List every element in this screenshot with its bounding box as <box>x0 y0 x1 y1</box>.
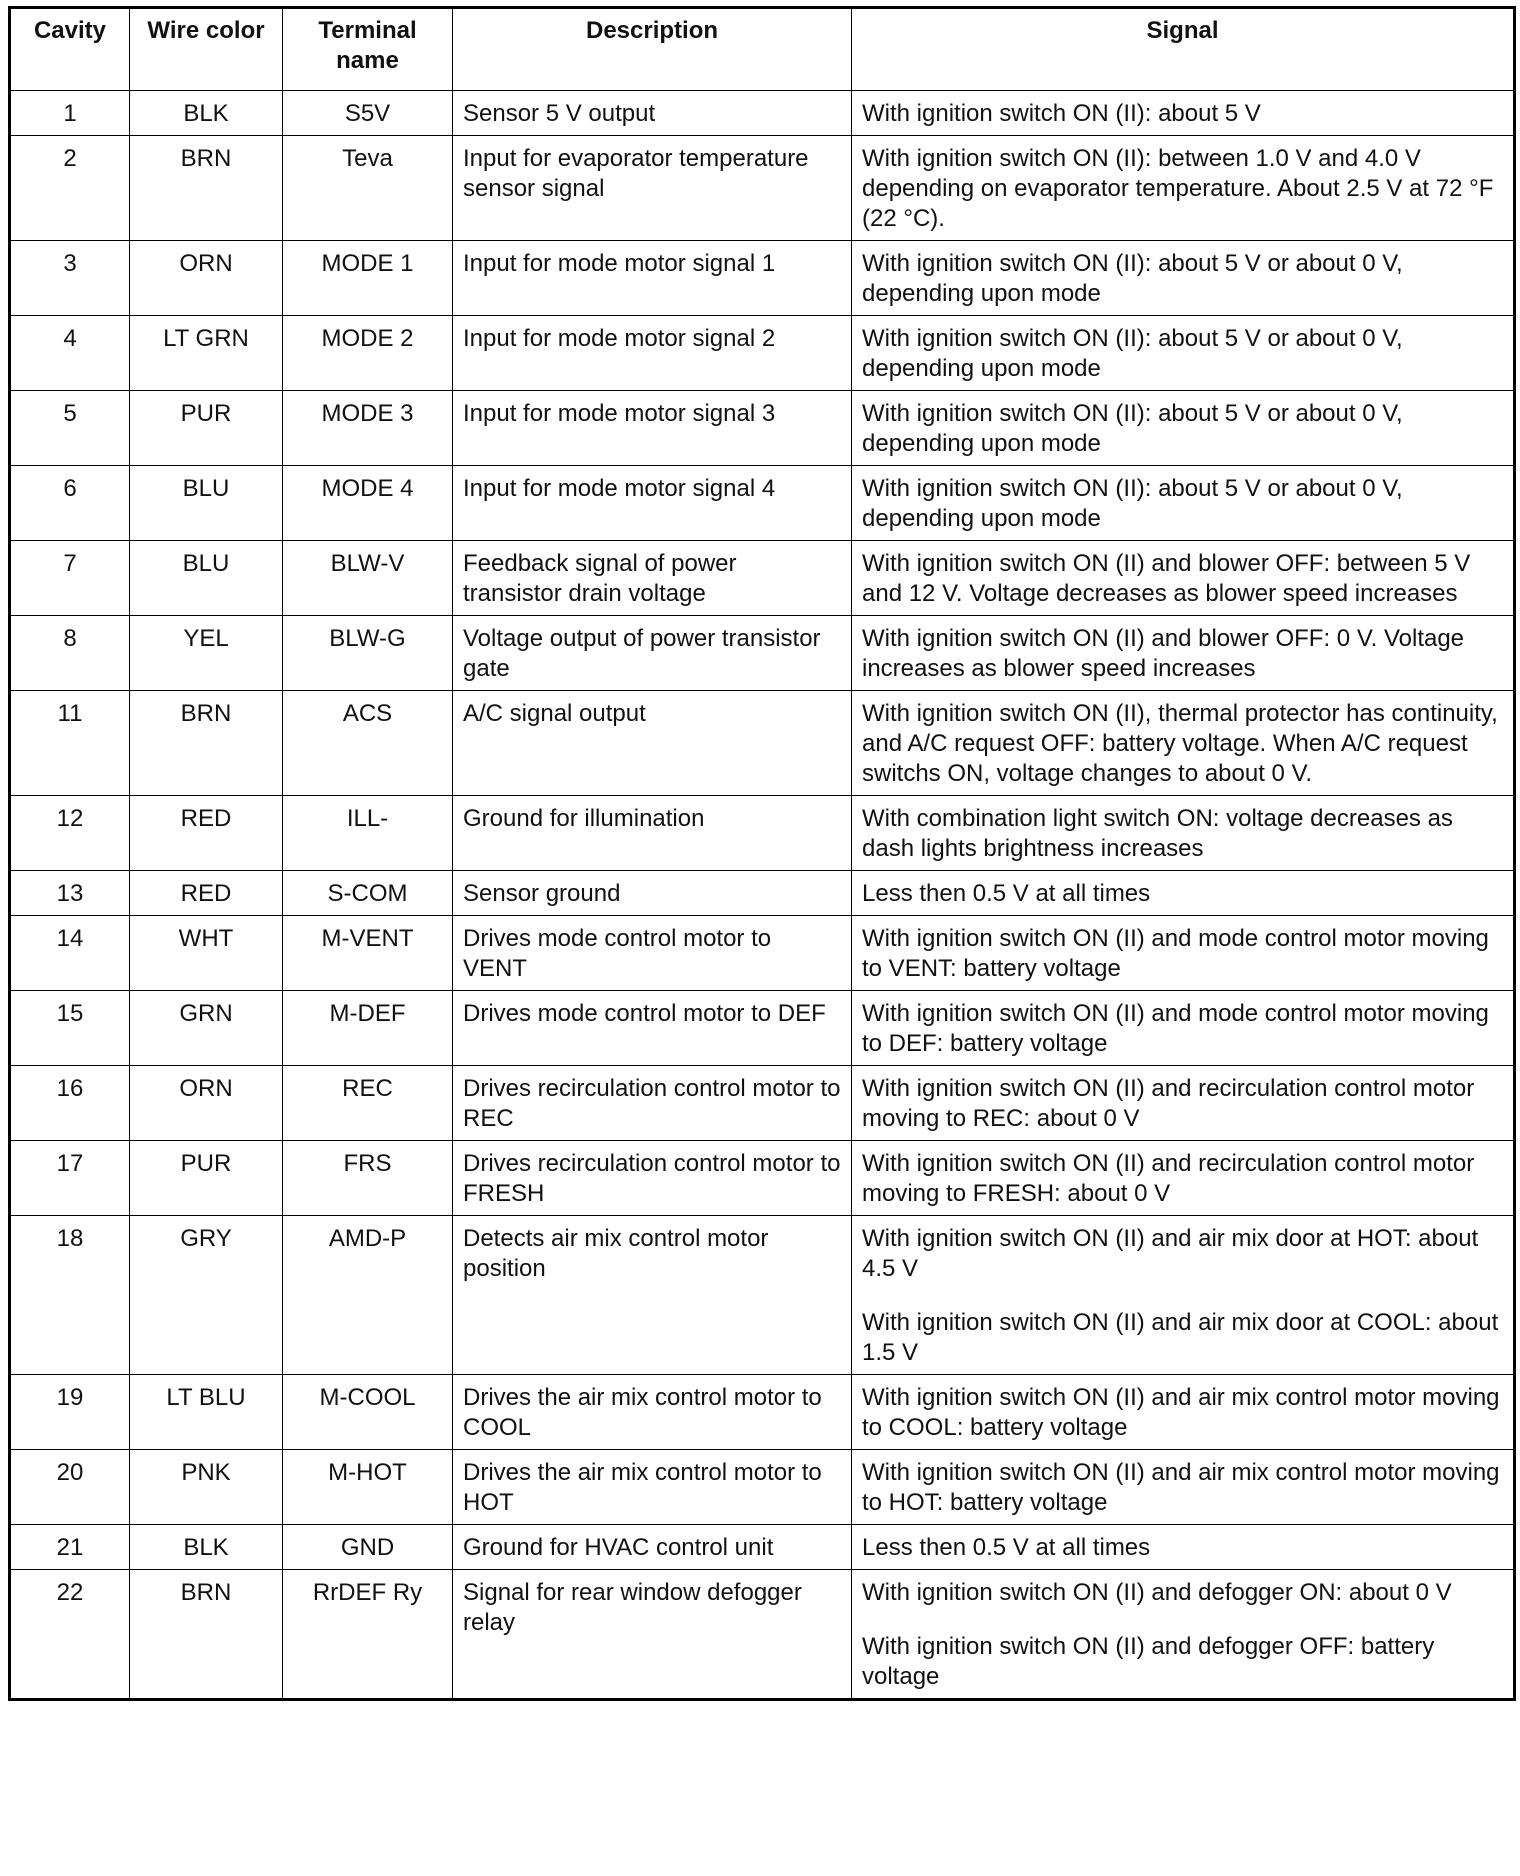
cell-wire-color: PUR <box>130 391 283 466</box>
signal-line: With ignition switch ON (II): about 5 V or about 0 V, depending upon mode <box>862 400 1403 457</box>
cell-description: Input for evaporator temperature sensor signal <box>453 136 852 241</box>
table-header-row <box>10 8 1515 91</box>
cell-wire-color: GRY <box>130 1216 283 1375</box>
cell-terminal-name: S-COM <box>283 871 453 916</box>
cell-wire-color: BLU <box>130 466 283 541</box>
cell-signal <box>852 1450 1515 1525</box>
cell-description: Input for mode motor signal 2 <box>453 316 852 391</box>
cell-signal <box>852 1066 1515 1141</box>
cell-wire-color: RED <box>130 796 283 871</box>
cell-cavity: 3 <box>10 241 130 316</box>
cell-cavity: 2 <box>10 136 130 241</box>
table-row <box>10 241 1515 316</box>
signal-line: With ignition switch ON (II): about 5 V <box>862 100 1261 127</box>
cell-description: Drives mode control motor to DEF <box>453 991 852 1066</box>
cell-terminal-name: M-HOT <box>283 1450 453 1525</box>
cell-wire-color: WHT <box>130 916 283 991</box>
signal-line: With ignition switch ON (II) and defogger OFF: battery voltage <box>862 1633 1435 1690</box>
signal-line: Less then 0.5 V at all times <box>862 880 1151 907</box>
cell-terminal-name: BLW-V <box>283 541 453 616</box>
cell-description: Drives mode control motor to VENT <box>453 916 852 991</box>
cell-wire-color: ORN <box>130 1066 283 1141</box>
cell-wire-color: LT GRN <box>130 316 283 391</box>
cell-signal <box>852 916 1515 991</box>
table-row <box>10 1450 1515 1525</box>
signal-line: With ignition switch ON (II) and blower OFF: between 5 V and 12 V. Voltage decreases as blower speed increases <box>862 550 1471 607</box>
table-row <box>10 1066 1515 1141</box>
table-row <box>10 541 1515 616</box>
cell-signal <box>852 466 1515 541</box>
cell-description: Drives the air mix control motor to COOL <box>453 1375 852 1450</box>
cell-signal <box>852 796 1515 871</box>
cell-terminal-name: Teva <box>283 136 453 241</box>
cell-description: Sensor 5 V output <box>453 91 852 136</box>
cell-terminal-name: FRS <box>283 1141 453 1216</box>
cell-description: Drives recirculation control motor to REC <box>453 1066 852 1141</box>
table-row <box>10 1375 1515 1450</box>
header-description: Description <box>453 8 852 91</box>
cell-cavity: 14 <box>10 916 130 991</box>
cell-description: A/C signal output <box>453 691 852 796</box>
cell-signal <box>852 871 1515 916</box>
table-row <box>10 871 1515 916</box>
signal-line: With ignition switch ON (II) and recirculation control motor moving to REC: about 0 V <box>862 1075 1475 1132</box>
cell-wire-color: GRN <box>130 991 283 1066</box>
cell-signal <box>852 1216 1515 1375</box>
cell-signal <box>852 1375 1515 1450</box>
cell-terminal-name: S5V <box>283 91 453 136</box>
cell-description: Drives the air mix control motor to HOT <box>453 1450 852 1525</box>
cell-terminal-name: ACS <box>283 691 453 796</box>
cell-wire-color: BLK <box>130 1525 283 1570</box>
cell-cavity: 15 <box>10 991 130 1066</box>
table-row <box>10 691 1515 796</box>
cell-terminal-name: M-COOL <box>283 1375 453 1450</box>
cell-signal <box>852 136 1515 241</box>
cell-cavity: 1 <box>10 91 130 136</box>
signal-line: With ignition switch ON (II) and air mix control motor moving to HOT: battery voltage <box>862 1459 1500 1516</box>
cell-cavity: 18 <box>10 1216 130 1375</box>
cell-cavity: 19 <box>10 1375 130 1450</box>
cell-terminal-name: M-VENT <box>283 916 453 991</box>
cell-terminal-name: ILL- <box>283 796 453 871</box>
cell-cavity: 6 <box>10 466 130 541</box>
signal-line: With ignition switch ON (II): about 5 V or about 0 V, depending upon mode <box>862 250 1403 307</box>
cell-signal <box>852 1141 1515 1216</box>
cell-signal <box>852 991 1515 1066</box>
cell-cavity: 5 <box>10 391 130 466</box>
connector-pinout-table <box>8 6 1516 1701</box>
cell-description: Input for mode motor signal 3 <box>453 391 852 466</box>
cell-description: Signal for rear window defogger relay <box>453 1570 852 1700</box>
header-signal: Signal <box>852 8 1515 91</box>
table-row <box>10 91 1515 136</box>
cell-description: Detects air mix control motor position <box>453 1216 852 1375</box>
table-row <box>10 796 1515 871</box>
header-wire-color: Wire color <box>130 8 283 91</box>
table-row <box>10 991 1515 1066</box>
signal-line: With ignition switch ON (II) and air mix door at COOL: about 1.5 V <box>862 1309 1499 1366</box>
signal-line: With ignition switch ON (II) and recirculation control motor moving to FRESH: about 0 V <box>862 1150 1475 1207</box>
signal-line: With ignition switch ON (II): about 5 V or about 0 V, depending upon mode <box>862 325 1403 382</box>
cell-description: Ground for illumination <box>453 796 852 871</box>
cell-signal <box>852 1525 1515 1570</box>
signal-line: With combination light switch ON: voltage decreases as dash lights brightness increases <box>862 805 1453 862</box>
header-cavity: Cavity <box>10 8 130 91</box>
table-row <box>10 1141 1515 1216</box>
table-row <box>10 616 1515 691</box>
cell-signal <box>852 541 1515 616</box>
cell-signal <box>852 391 1515 466</box>
cell-wire-color: BRN <box>130 691 283 796</box>
signal-line: With ignition switch ON (II): between 1.0 V and 4.0 V depending on evaporator temperature. About 2.5 V at 72 °F (22 °C). <box>862 145 1494 232</box>
table-row <box>10 1525 1515 1570</box>
cell-signal <box>852 1570 1515 1700</box>
table-row <box>10 391 1515 466</box>
cell-terminal-name: AMD-P <box>283 1216 453 1375</box>
cell-wire-color: BRN <box>130 136 283 241</box>
signal-line: With ignition switch ON (II) and air mix door at HOT: about 4.5 V <box>862 1225 1479 1282</box>
signal-line: Less then 0.5 V at all times <box>862 1534 1151 1561</box>
cell-signal <box>852 91 1515 136</box>
table-row <box>10 136 1515 241</box>
table-row <box>10 316 1515 391</box>
signal-line: With ignition switch ON (II) and blower OFF: 0 V. Voltage increases as blower speed increases <box>862 625 1465 682</box>
signal-line: With ignition switch ON (II) and mode control motor moving to VENT: battery voltage <box>862 925 1489 982</box>
cell-wire-color: LT BLU <box>130 1375 283 1450</box>
cell-terminal-name: MODE 2 <box>283 316 453 391</box>
cell-terminal-name: GND <box>283 1525 453 1570</box>
cell-terminal-name: RrDEF Ry <box>283 1570 453 1700</box>
cell-signal <box>852 241 1515 316</box>
cell-wire-color: BLK <box>130 91 283 136</box>
cell-wire-color: ORN <box>130 241 283 316</box>
cell-description: Feedback signal of power transistor drain voltage <box>453 541 852 616</box>
cell-wire-color: PUR <box>130 1141 283 1216</box>
cell-description: Drives recirculation control motor to FRESH <box>453 1141 852 1216</box>
signal-line: With ignition switch ON (II): about 5 V or about 0 V, depending upon mode <box>862 475 1403 532</box>
cell-terminal-name: MODE 1 <box>283 241 453 316</box>
cell-wire-color: YEL <box>130 616 283 691</box>
table-row <box>10 1570 1515 1700</box>
cell-cavity: 11 <box>10 691 130 796</box>
cell-cavity: 22 <box>10 1570 130 1700</box>
cell-cavity: 21 <box>10 1525 130 1570</box>
cell-signal <box>852 691 1515 796</box>
cell-terminal-name: BLW-G <box>283 616 453 691</box>
cell-terminal-name: M-DEF <box>283 991 453 1066</box>
cell-signal <box>852 316 1515 391</box>
cell-cavity: 12 <box>10 796 130 871</box>
cell-cavity: 16 <box>10 1066 130 1141</box>
cell-description: Input for mode motor signal 1 <box>453 241 852 316</box>
table-row <box>10 466 1515 541</box>
cell-cavity: 8 <box>10 616 130 691</box>
cell-description: Input for mode motor signal 4 <box>453 466 852 541</box>
cell-description: Sensor ground <box>453 871 852 916</box>
header-terminal-name: Terminal name <box>283 8 453 91</box>
cell-cavity: 17 <box>10 1141 130 1216</box>
cell-wire-color: BRN <box>130 1570 283 1700</box>
cell-cavity: 13 <box>10 871 130 916</box>
cell-cavity: 7 <box>10 541 130 616</box>
cell-cavity: 4 <box>10 316 130 391</box>
table-row <box>10 916 1515 991</box>
cell-terminal-name: REC <box>283 1066 453 1141</box>
cell-terminal-name: MODE 3 <box>283 391 453 466</box>
signal-line: With ignition switch ON (II) and air mix control motor moving to COOL: battery voltage <box>862 1384 1500 1441</box>
cell-description: Voltage output of power transistor gate <box>453 616 852 691</box>
signal-line: With ignition switch ON (II) and defogger ON: about 0 V <box>862 1579 1452 1606</box>
pinout-sheet <box>8 6 1513 1701</box>
signal-line: With ignition switch ON (II), thermal protector has continuity, and A/C request OFF: battery voltage. When A/C request switchs ON, voltage changes to about 0 V. <box>862 700 1498 787</box>
signal-line: With ignition switch ON (II) and mode control motor moving to DEF: battery voltage <box>862 1000 1489 1057</box>
cell-cavity: 20 <box>10 1450 130 1525</box>
cell-terminal-name: MODE 4 <box>283 466 453 541</box>
cell-wire-color: PNK <box>130 1450 283 1525</box>
cell-wire-color: BLU <box>130 541 283 616</box>
table-row <box>10 1216 1515 1375</box>
table-body <box>10 91 1515 1700</box>
cell-wire-color: RED <box>130 871 283 916</box>
cell-description: Ground for HVAC control unit <box>453 1525 852 1570</box>
cell-signal <box>852 616 1515 691</box>
